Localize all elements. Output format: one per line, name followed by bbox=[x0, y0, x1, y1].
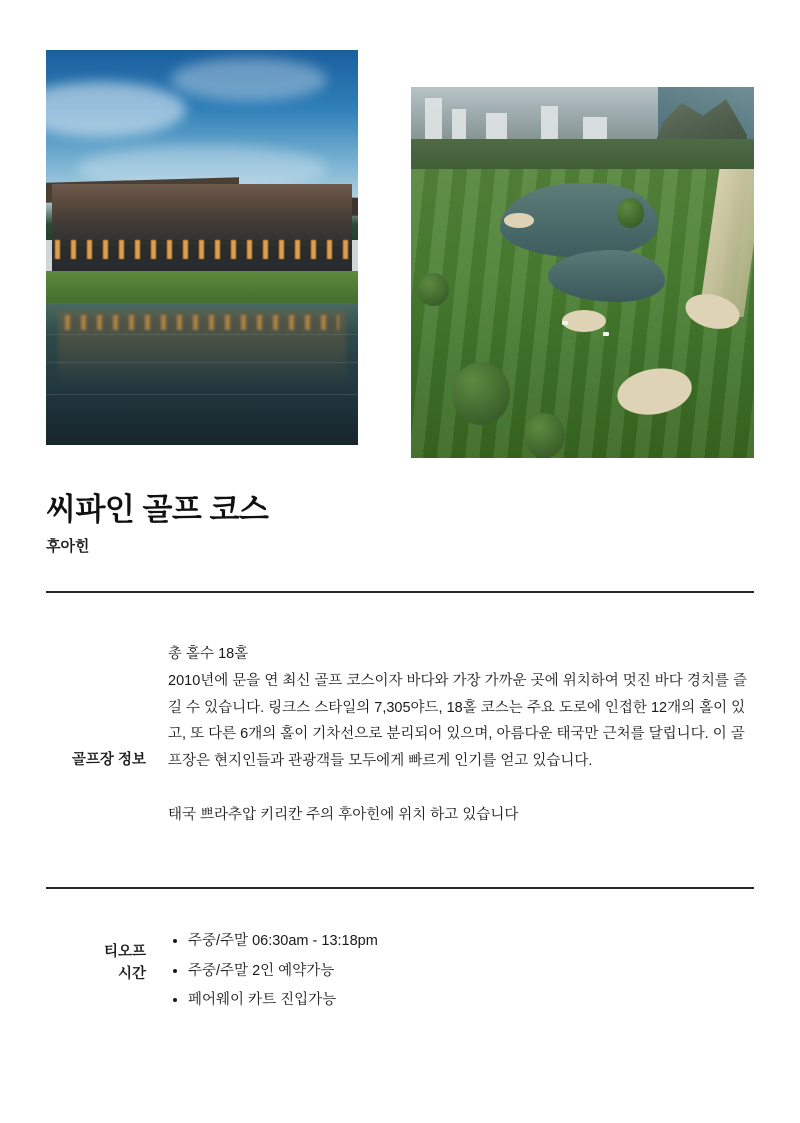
building-shape bbox=[452, 109, 466, 142]
water-ripple bbox=[46, 394, 358, 395]
course-location: 후아힌 bbox=[46, 538, 90, 555]
water-ripple bbox=[46, 362, 358, 363]
building-shape bbox=[541, 106, 558, 143]
tree-shape bbox=[418, 273, 449, 306]
clubhouse-window-lights bbox=[55, 240, 348, 260]
photo-gallery bbox=[46, 0, 754, 470]
clubhouse-building bbox=[52, 184, 352, 279]
tree-shape bbox=[452, 362, 510, 425]
tee-time-label-line1: 티오프 bbox=[103, 943, 146, 960]
tree-shape bbox=[617, 198, 644, 228]
course-info-row bbox=[46, 593, 754, 829]
course-info-address: 태국 쁘라추압 키리칸 주의 후아힌에 위치 하고 있습니다 bbox=[168, 807, 519, 824]
cloud-shape bbox=[171, 58, 327, 101]
course-info-holes: 총 홀수 18홀 bbox=[168, 646, 249, 662]
course-info-description: 2010년에 문을 연 최신 골프 코스이자 바다와 가장 가까운 곳에 위치하여 멋진 바다 경치를 즐길 수 있습니다. 링크스 스타일의 7,305야드, 18홀 코스는 주요 도로에 인접한 12개의 홀이 있고, 또 다른 6개의 홀이 기차선으로 분리되어 있으며, 아름다운 태국만 근처를 달립니다. 이 골프장은 현지인들과 관광객들 모두에게 빠르게 인기를 얻고 있습니다. bbox=[168, 672, 747, 770]
tee-time-label-line2: 시간 bbox=[117, 966, 146, 983]
tee-time-list bbox=[168, 927, 754, 1016]
sand-bunker bbox=[562, 310, 607, 332]
golf-cart bbox=[603, 332, 609, 336]
list-item: • 페어웨이 카트 진입가능 bbox=[188, 986, 754, 1016]
clubhouse-image-content bbox=[46, 50, 358, 445]
light-reflection bbox=[65, 315, 340, 331]
sand-bunker bbox=[504, 213, 535, 228]
list-item: • 주중/주말 2인 예약가능 bbox=[188, 957, 754, 987]
tee-time-body bbox=[168, 927, 754, 1016]
aerial-image-content bbox=[411, 87, 754, 458]
tee-time-row bbox=[46, 889, 754, 1016]
course-title-block bbox=[46, 484, 754, 556]
water-ripple bbox=[46, 334, 358, 335]
aerial-seaside-golf-course-photo bbox=[411, 87, 754, 458]
golf-clubhouse-reflection-photo bbox=[46, 50, 358, 445]
tee-time-label bbox=[46, 927, 168, 986]
course-info-body bbox=[168, 641, 754, 829]
tree-shape bbox=[524, 413, 565, 458]
page-title: 씨파인 골프 코스 bbox=[46, 492, 269, 527]
list-item: • 주중/주말 06:30am - 13:18pm bbox=[188, 927, 754, 957]
golf-cart bbox=[562, 321, 568, 325]
building-shape bbox=[425, 98, 442, 143]
course-info-label: 골프장 정보 bbox=[71, 752, 146, 768]
